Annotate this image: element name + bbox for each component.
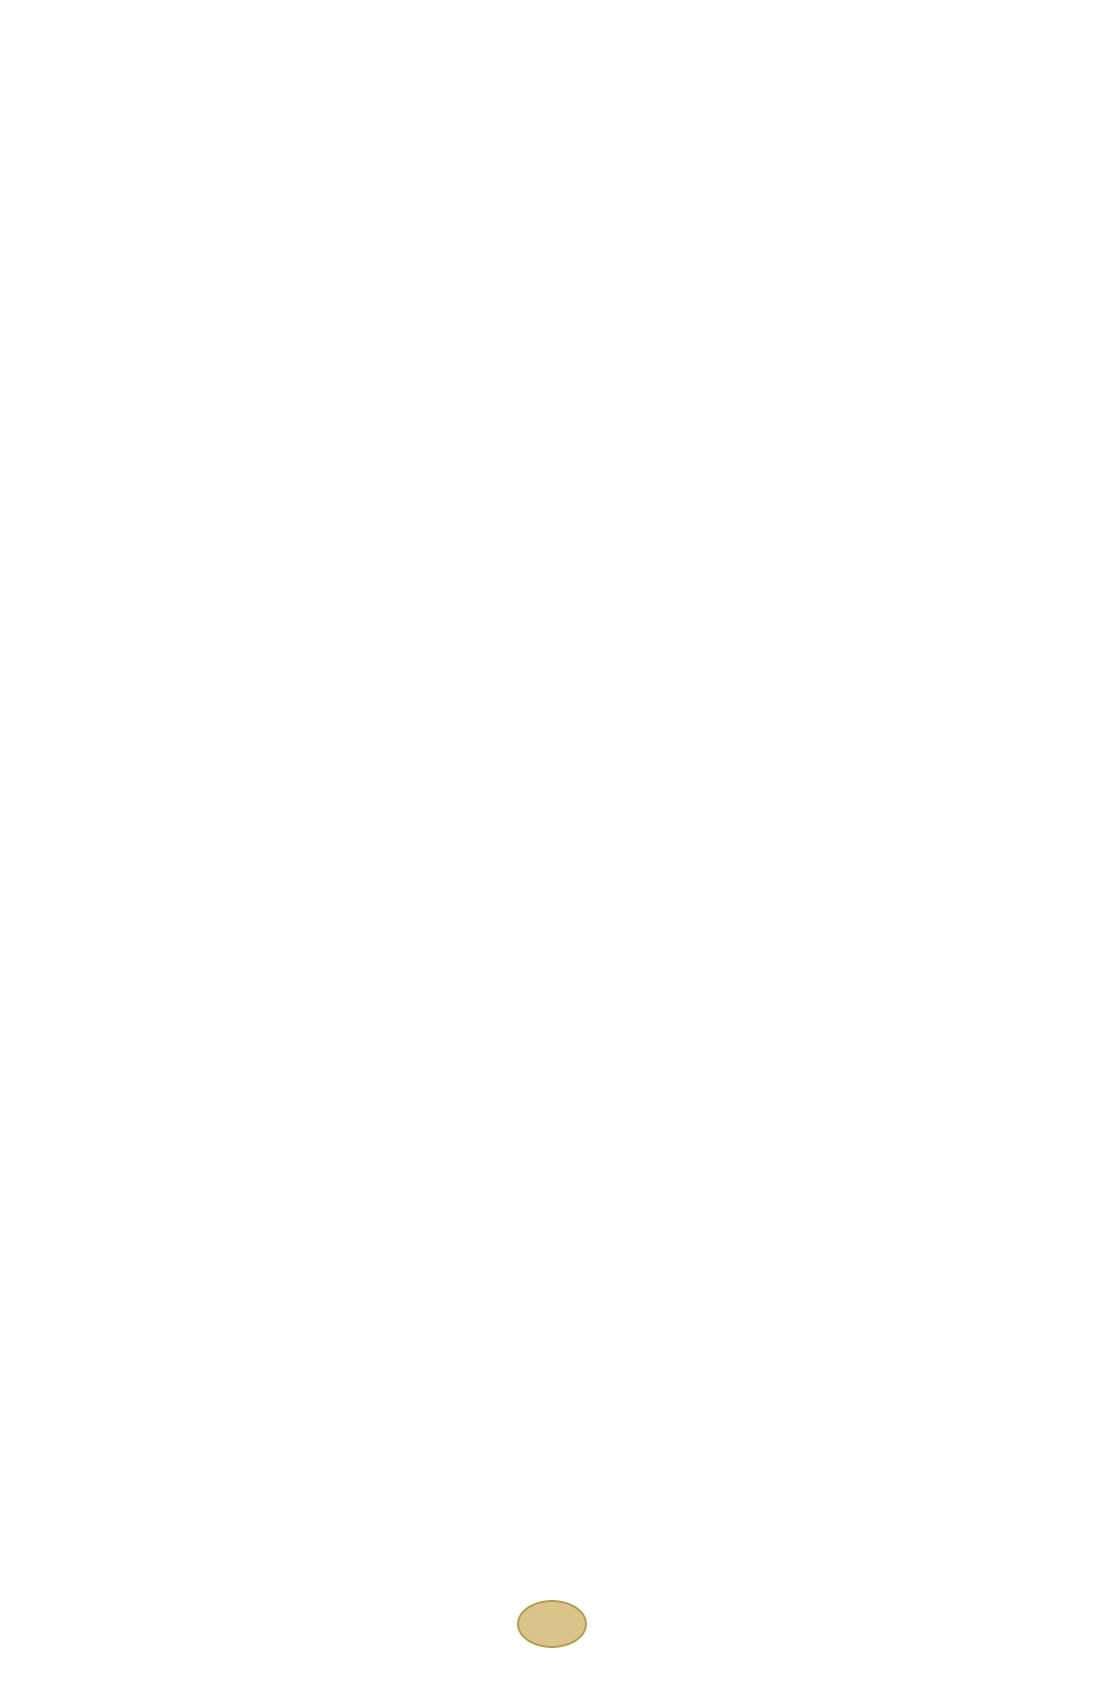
top-ornament (0, 0, 1100, 135)
geometric-star-border (0, 0, 1100, 135)
page-number (517, 1600, 587, 1648)
